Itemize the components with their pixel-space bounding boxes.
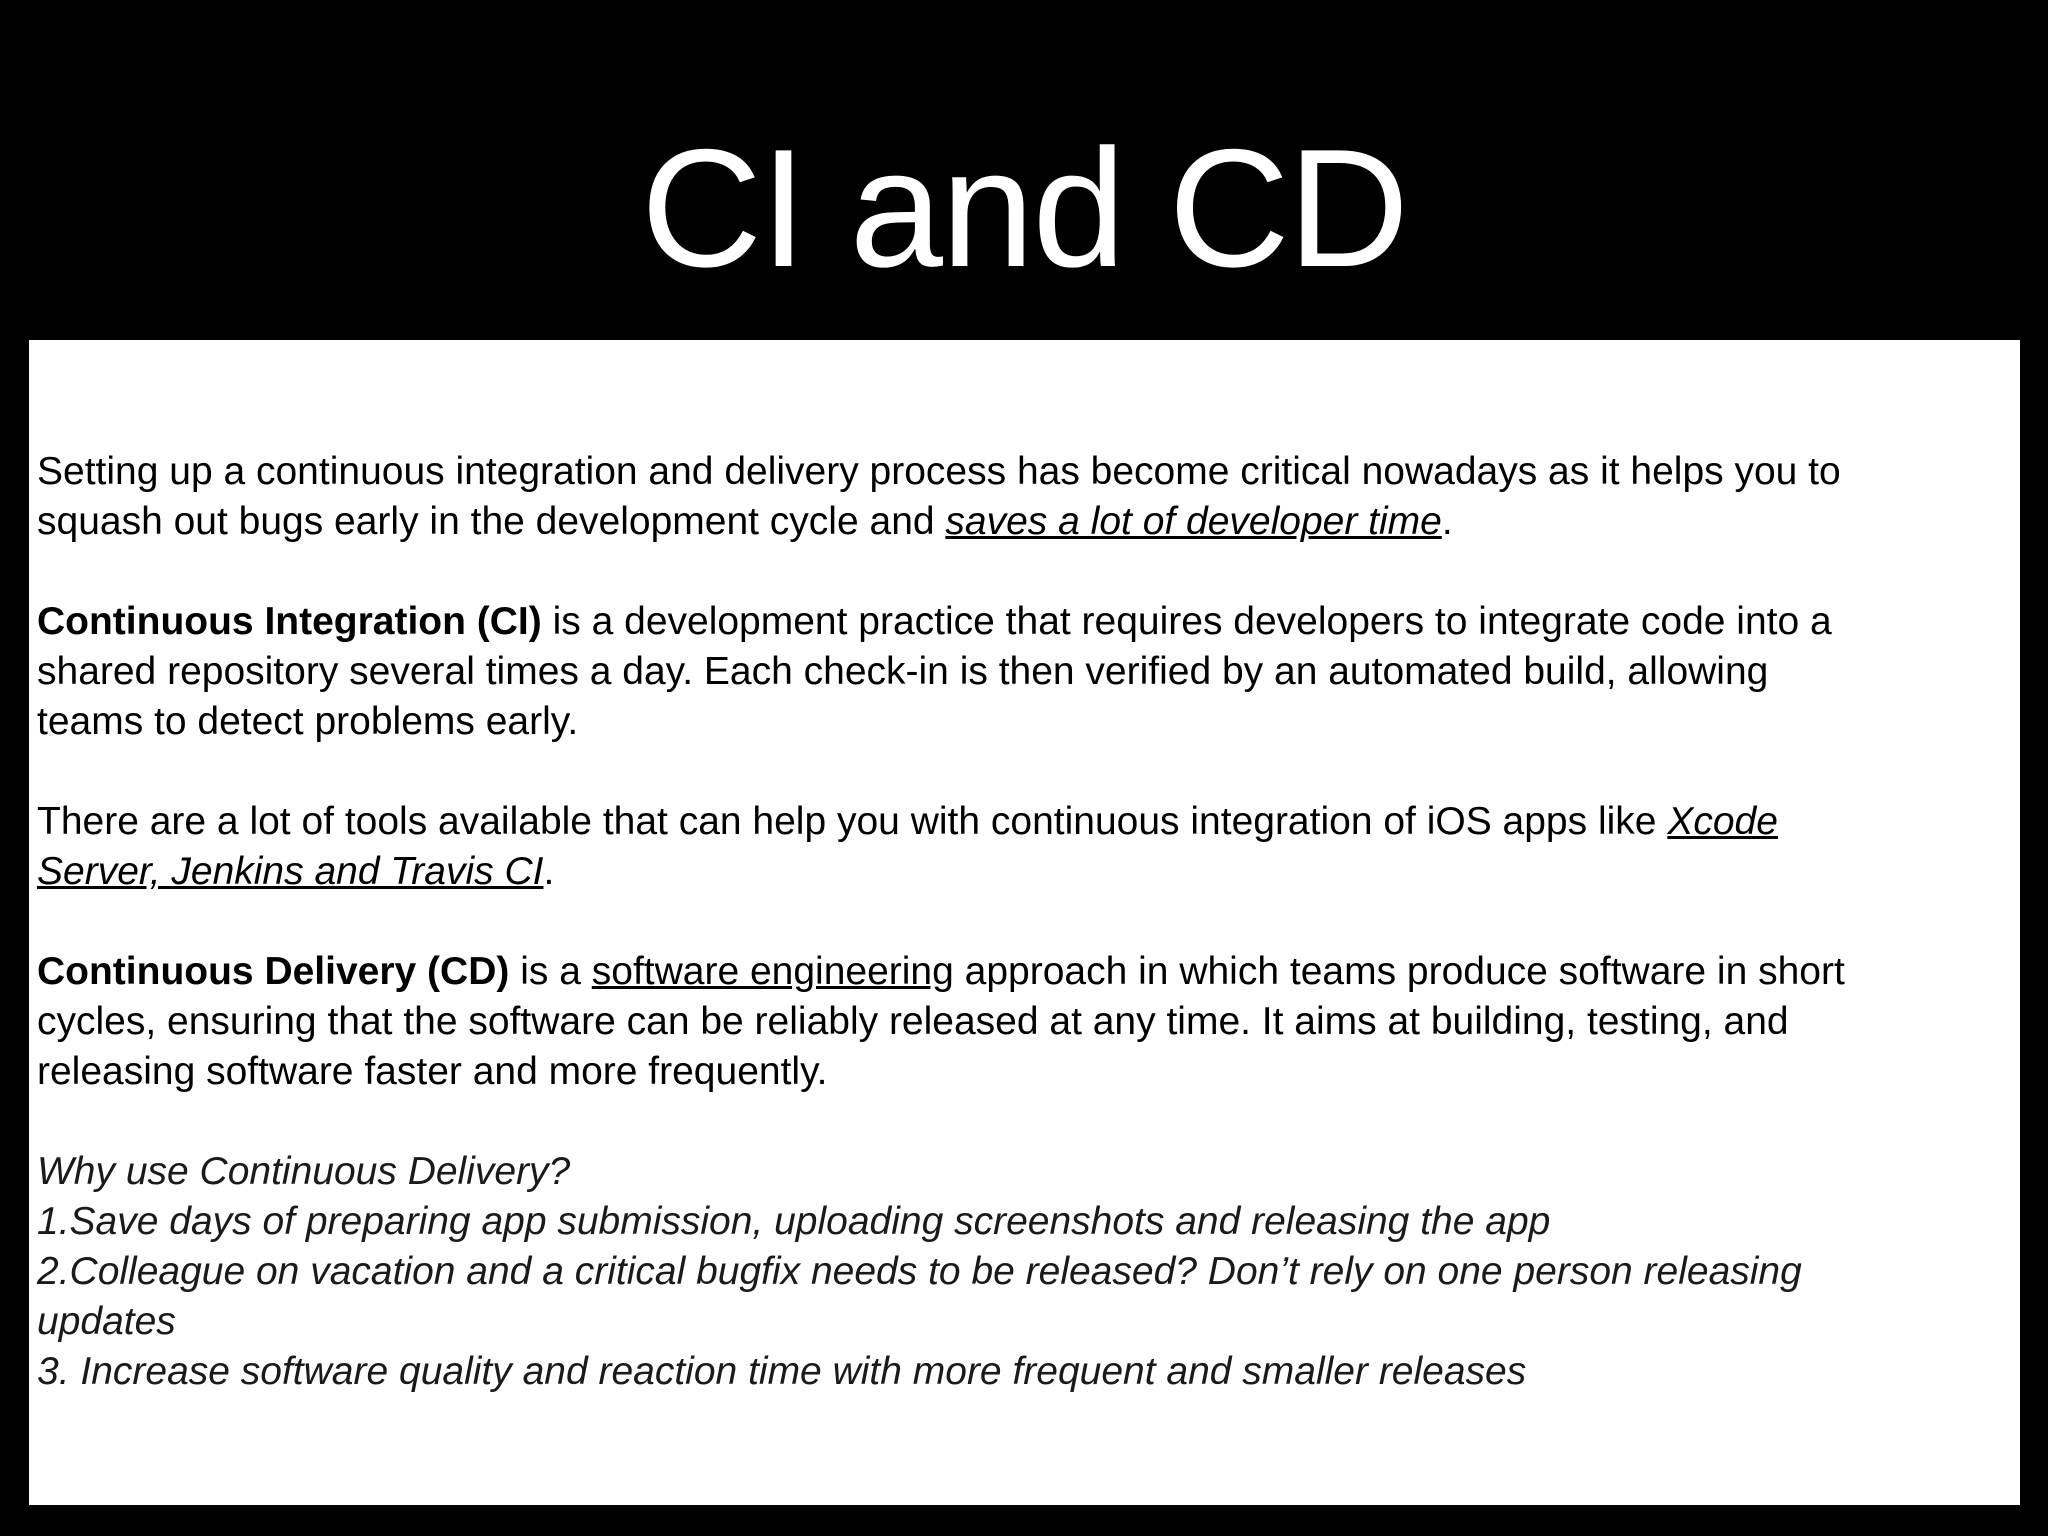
why-item-3: 3. Increase software quality and reaction time with more frequent and smaller releases — [37, 1350, 1527, 1393]
cd-line-1-text: approach in which teams produce software in short — [953, 950, 1845, 993]
intro-paragraph — [37, 447, 2017, 547]
intro-line-2-text: squash out bugs early in the development cycle and — [37, 500, 946, 543]
tools-line-2 — [37, 847, 2017, 897]
content-panel — [29, 340, 2020, 1505]
cd-term: Continuous Delivery (CD) — [37, 950, 510, 993]
why-cd-section — [37, 1147, 2017, 1397]
cd-line-1-mid: is a — [509, 950, 592, 993]
cd-line-2: cycles, ensuring that the software can be reliably released at any time. It aims at building, testing, and — [37, 1000, 1789, 1043]
why-item-2-line-1: 2.Colleague on vacation and a critical bugfix needs to be released? Don’t rely on one person releasing — [37, 1250, 1802, 1293]
tools-list-link[interactable]: Server, Jenkins and Travis CI — [37, 850, 544, 893]
ci-term: Continuous Integration (CI) — [37, 600, 542, 643]
xcode-link[interactable]: Xcode — [1667, 800, 1778, 843]
body-text — [37, 447, 2017, 1397]
cd-line-3: releasing software faster and more frequently. — [37, 1050, 828, 1093]
why-item-1: 1.Save days of preparing app submission, uploading screenshots and releasing the app — [37, 1200, 1551, 1243]
why-item-2-line-2: updates — [37, 1300, 176, 1343]
cd-line-1 — [37, 947, 2017, 997]
developer-time-link[interactable]: saves a lot of developer time — [945, 500, 1442, 543]
ci-line-1-text: is a development practice that requires developers to integrate code into a — [541, 600, 1832, 643]
tools-line-1-text: There are a lot of tools available that can help you with continuous integration of iOS apps like — [37, 800, 1668, 843]
ci-line-1 — [37, 597, 2017, 647]
ci-line-3: teams to detect problems early. — [37, 700, 579, 743]
tools-line-1 — [37, 797, 2017, 847]
intro-line-2 — [37, 497, 2017, 547]
software-engineering-link[interactable]: software engineering — [591, 950, 954, 993]
why-cd-heading: Why use Continuous Delivery? — [37, 1150, 571, 1193]
ci-paragraph — [37, 597, 2017, 747]
slide-title: CI and CD — [640, 114, 1408, 302]
intro-line-2-end: . — [1441, 500, 1453, 543]
tools-line-2-end: . — [543, 850, 555, 893]
cd-paragraph — [37, 947, 2017, 1097]
tools-paragraph — [37, 797, 2017, 897]
intro-line-1: Setting up a continuous integration and delivery process has become critical nowadays as it helps you to — [37, 450, 1841, 493]
ci-line-2: shared repository several times a day. Each check-in is then verified by an automated build, allowing — [37, 650, 1769, 693]
